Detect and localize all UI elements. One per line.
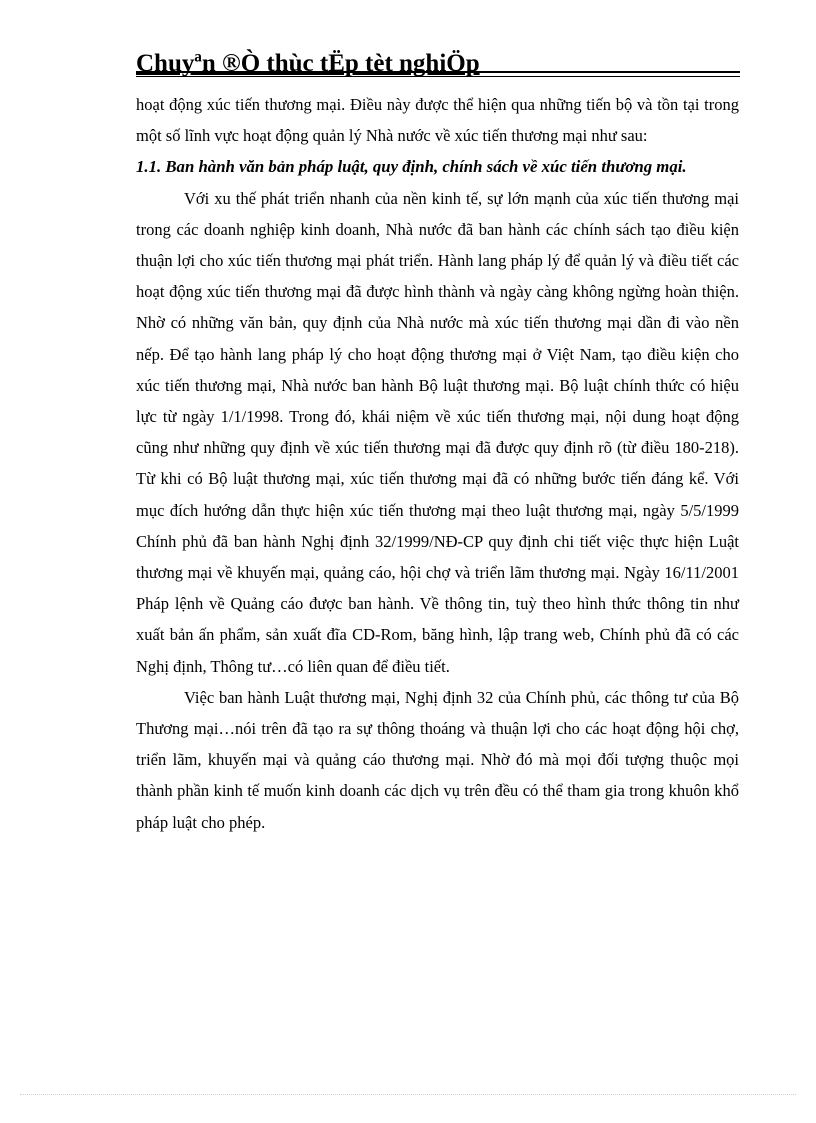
header-title: Chuyªn ®Ò thùc tËp tèt nghiÖp — [136, 50, 480, 77]
page-header — [136, 50, 740, 80]
footer-dotted-rule — [20, 1094, 796, 1095]
paragraph-legal-framework: Với xu thế phát triển nhanh của nền kinh tế, sự lớn mạnh của xúc tiến thương mại trong các doanh nghiệp kinh doanh, Nhà nước đã ban hành các chính sách tạo điều kiện thuận lợi cho xúc tiến thương mại phát triển. Hành lang pháp lý để quản lý và điều tiết các hoạt động xúc tiến thương mại đã được hình thành và ngày càng không ngừng hoàn thiện. Nhờ có những văn bản, quy định của Nhà nước mà xúc tiến thương mại dần đi vào nền nếp. Để tạo hành lang pháp lý cho hoạt động thương mại ở Việt Nam, tạo điều kiện cho xúc tiến thương mại, Nhà nước ban hành Bộ luật thương mại. Bộ luật chính thức có hiệu lực từ ngày 1/1/1998. Trong đó, khái niệm về xúc tiến thương mại, nội dung hoạt động cũng như những quy định về xúc tiến thương mại đã được quy định rõ (từ điều 180-218). Từ khi có Bộ luật thương mại, xúc tiến thương mại đã có những bước tiến đáng kể. Với mục đích hướng dẫn thực hiện xúc tiến thương mại theo luật thương mại, ngày 5/5/1999 Chính phủ đã ban hành Nghị định 32/1999/NĐ-CP quy định chi tiết việc thực hiện Luật thương mại về khuyến mại, quảng cáo, hội chợ và triển lãm thương mại. Ngày 16/11/2001 Pháp lệnh về Quảng cáo được ban hành. Về thông tin, tuỳ theo hình thức thông tin như xuất bản ấn phẩm, sản xuất đĩa CD-Rom, băng hình, lập trang web, Chính phủ đã có các Nghị định, Thông tư…có liên quan để điều tiết. — [136, 188, 739, 676]
document-body — [136, 89, 739, 838]
section-heading: 1.1. Ban hành văn bản pháp luật, quy định, chính sách về xúc tiến thương mại. — [136, 157, 687, 177]
paragraph-outcome: Việc ban hành Luật thương mại, Nghị định 32 của Chính phủ, các thông tư của Bộ Thương mại…nói trên đã tạo ra sự thông thoáng và thuận lợi cho các hoạt động hội chợ, triển lãm, khuyến mại và quảng cáo thương mại. Nhờ đó mà mọi đối tượng thuộc mọi thành phần kinh tế muốn kinh doanh các dịch vụ trên đều có thể tham gia trong khuôn khổ pháp luật cho phép. — [136, 687, 739, 832]
paragraph-intro: hoạt động xúc tiến thương mại. Điều này được thể hiện qua những tiến bộ và tồn tại trong một số lĩnh vực hoạt động quản lý Nhà nước về xúc tiến thương mại như sau: — [136, 95, 739, 146]
